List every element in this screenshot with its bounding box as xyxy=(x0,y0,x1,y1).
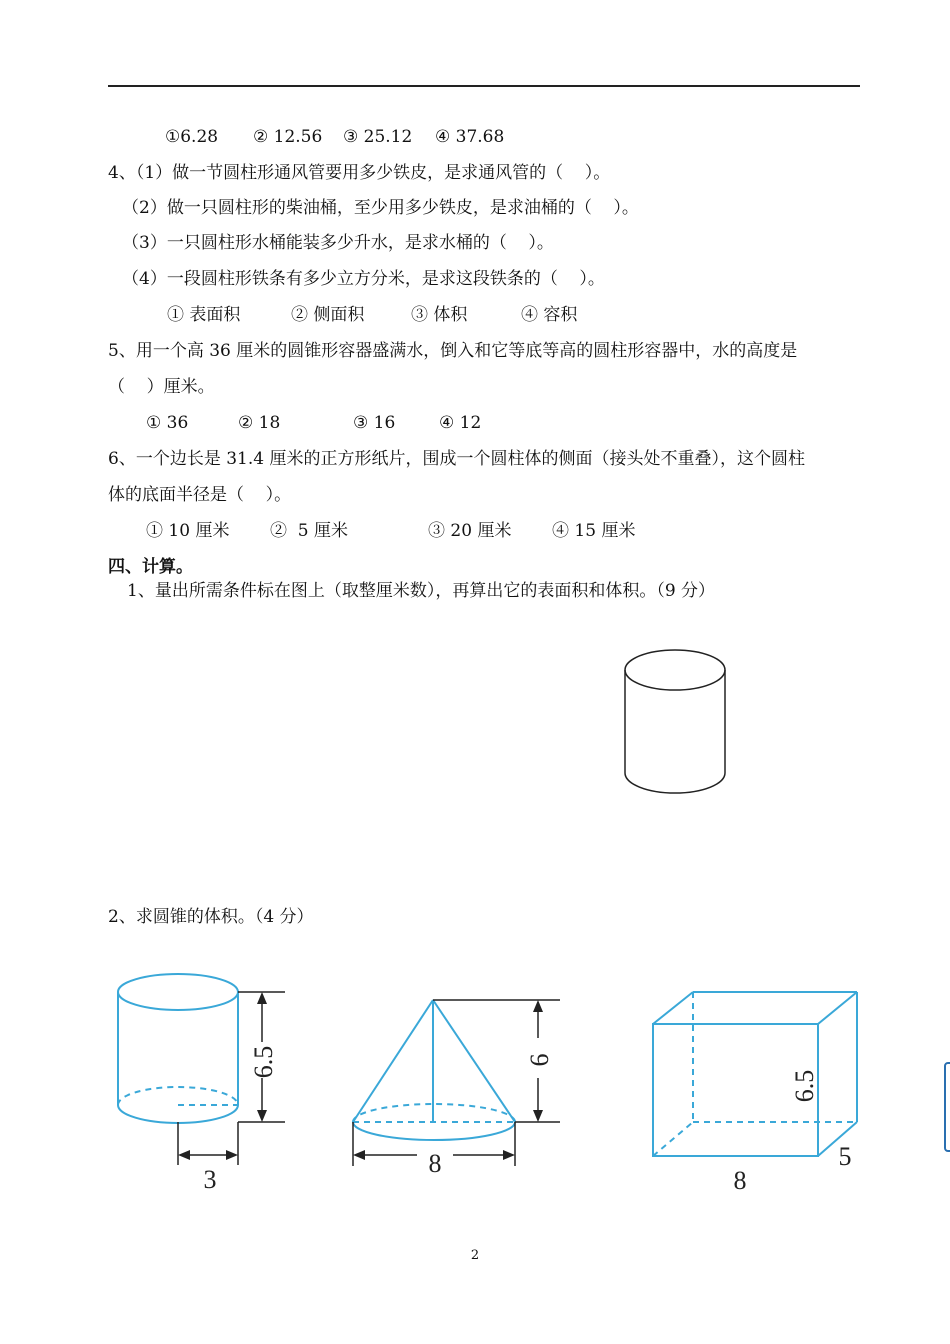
q6-option-3: ③ 20 厘米 xyxy=(428,521,512,541)
q5-option-1: ① 36 xyxy=(146,413,189,433)
q3-option-4: ④ 37.68 xyxy=(435,127,505,147)
q4-option-3: ③ 体积 xyxy=(411,305,468,325)
cylinder-radius-label: 3 xyxy=(203,1165,217,1194)
q4-line-4: （4）一段圆柱形铁条有多少立方分米，是求这段铁条的（ ）。 xyxy=(122,269,605,289)
cylinder-height-label: 6.5 xyxy=(249,1045,278,1079)
q6-option-1: ① 10 厘米 xyxy=(146,521,230,541)
q5-line-2: （ ）厘米。 xyxy=(108,377,215,397)
cuboid-height-label: 6.5 xyxy=(790,1069,819,1103)
q3-option-2: ② 12.56 xyxy=(253,127,323,147)
header-rule xyxy=(108,85,860,87)
q5-option-3: ③ 16 xyxy=(353,413,396,433)
q3-option-3: ③ 25.12 xyxy=(343,127,413,147)
q3-option-1: ①6.28 xyxy=(165,127,219,147)
q6-line-1: 6、一个边长是 31.4 厘米的正方形纸片，围成一个圆柱体的侧面（接头处不重叠），这个圆柱 xyxy=(108,449,805,469)
q4-line-1: 4、（1）做一节圆柱形通风管要用多少铁皮，是求通风管的（ ）。 xyxy=(108,163,611,183)
dimensioned-cuboid-figure xyxy=(645,982,875,1197)
q4-option-4: ④ 容积 xyxy=(521,305,578,325)
section4-q1: 1、量出所需条件标在图上（取整厘米数），再算出它的表面积和体积。（9 分） xyxy=(127,581,716,601)
dimensioned-cylinder-figure xyxy=(110,970,310,1200)
cuboid-width-label: 5 xyxy=(838,1142,852,1171)
q5-line-1: 5、用一个高 36 厘米的圆锥形容器盛满水，倒入和它等底等高的圆柱形容器中，水的高度是 xyxy=(108,341,798,361)
cone-diameter-label: 8 xyxy=(428,1149,442,1178)
q4-option-2: ② 侧面积 xyxy=(291,305,365,325)
q4-option-1: ① 表面积 xyxy=(167,305,241,325)
q4-line-3: （3）一只圆柱形水桶能装多少升水，是求水桶的（ ）。 xyxy=(122,233,554,253)
q6-line-2: 体的底面半径是（ ）。 xyxy=(108,485,292,505)
dimensioned-cone-figure xyxy=(345,990,575,1190)
cuboid-shape xyxy=(653,992,857,1156)
q6-option-4: ④ 15 厘米 xyxy=(552,521,636,541)
q4-line-2: （2）做一只圆柱形的柴油桶，至少用多少铁皮，是求油桶的（ ）。 xyxy=(122,198,639,218)
cone-shape xyxy=(353,1000,515,1140)
page-number: 2 xyxy=(470,1248,480,1263)
cylinder-shape xyxy=(118,974,238,1123)
q6-option-2: ② 5 厘米 xyxy=(270,521,349,541)
q5-option-2: ② 18 xyxy=(238,413,281,433)
side-tab[interactable] xyxy=(944,1062,950,1152)
cuboid-length-label: 8 xyxy=(733,1166,747,1195)
cone-height-label: 6 xyxy=(525,1053,554,1067)
section-heading: 四、计算。 xyxy=(108,557,193,577)
plain-cylinder-figure xyxy=(600,640,750,810)
section4-q2: 2、求圆锥的体积。（4 分） xyxy=(108,907,314,927)
q5-option-4: ④ 12 xyxy=(439,413,482,433)
